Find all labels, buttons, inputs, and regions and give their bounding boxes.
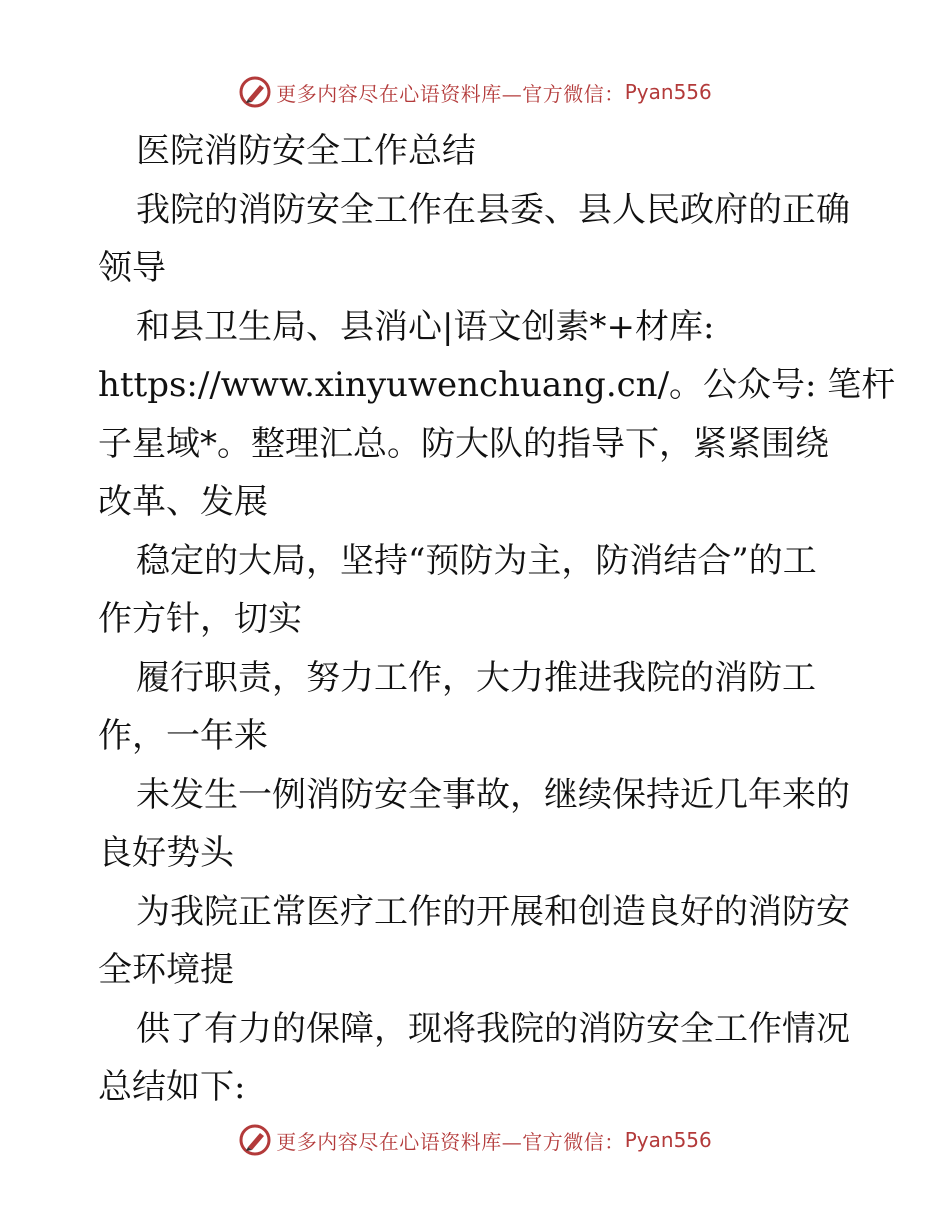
paragraph-line: 作方针，切实 bbox=[98, 599, 302, 639]
paragraph-line: 为我院正常医疗工作的开展和创造良好的消防安 bbox=[136, 891, 850, 932]
banner-text: 更多内容尽在心语资料库—官方微信： bbox=[276, 1129, 625, 1154]
pen-logo-icon bbox=[238, 1123, 272, 1157]
paragraph-line: 改革、发展 bbox=[98, 482, 268, 522]
paragraph-line: 领导 bbox=[98, 248, 166, 288]
header-banner bbox=[0, 72, 950, 112]
document-title: 医院消防安全工作总结 bbox=[136, 131, 476, 171]
banner-content bbox=[238, 75, 712, 109]
paragraph-line: 作，一年来 bbox=[98, 716, 268, 756]
paragraph-line: 子星域*。整理汇总。防大队的指导下，紧紧围绕 bbox=[98, 423, 829, 464]
paragraph-line: 履行职责，努力工作，大力推进我院的消防工 bbox=[136, 657, 816, 698]
banner-text: 更多内容尽在心语资料库—官方微信： bbox=[276, 81, 625, 106]
banner-content bbox=[238, 1123, 712, 1157]
paragraph-line: 未发生一例消防安全事故，继续保持近几年来的 bbox=[136, 774, 850, 815]
banner-wechat-id: Pyan556 bbox=[624, 1128, 712, 1152]
footer-banner bbox=[0, 1120, 950, 1160]
banner-wechat-id: Pyan556 bbox=[624, 80, 712, 104]
paragraph-line: 稳定的大局，坚持“预防为主，防消结合”的工 bbox=[136, 540, 817, 581]
paragraph-line: 和县卫生局、县消心|语文创素*+材库: bbox=[136, 306, 715, 347]
paragraph-line: 良好势头 bbox=[98, 833, 234, 873]
paragraph-line: 供了有力的保障，现将我院的消防安全工作情况 bbox=[136, 1008, 850, 1049]
paragraph-line: https://www.xinyuwenchuang.cn/。公众号: 笔杆 bbox=[98, 365, 896, 405]
document-body bbox=[98, 122, 896, 1117]
paragraph-line: 全环境提 bbox=[98, 950, 234, 990]
paragraph-line: 我院的消防安全工作在县委、县人民政府的正确 bbox=[136, 189, 850, 230]
pen-logo-icon bbox=[238, 75, 272, 109]
paragraph-line: 总结如下: bbox=[98, 1067, 246, 1107]
